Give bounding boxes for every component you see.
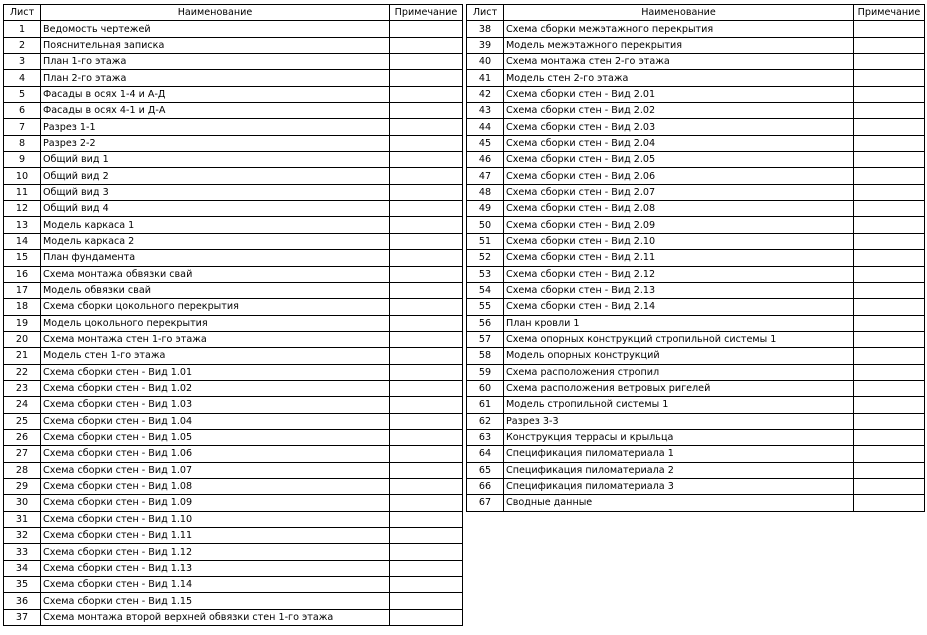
table-row bbox=[467, 250, 925, 266]
note-cell bbox=[390, 462, 463, 478]
table-row bbox=[4, 135, 463, 151]
table-row bbox=[467, 201, 925, 217]
drawing-name-cell: Разрез 1-1 bbox=[41, 119, 390, 135]
drawing-name-cell: Модель цокольного перекрытия bbox=[41, 315, 390, 331]
drawing-name-cell: Схема сборки стен - Вид 1.05 bbox=[41, 429, 390, 445]
note-cell bbox=[854, 168, 925, 184]
drawing-name-cell: Схема сборки стен - Вид 1.07 bbox=[41, 462, 390, 478]
note-cell bbox=[854, 217, 925, 233]
sheet-number-cell: 44 bbox=[467, 119, 504, 135]
note-cell bbox=[854, 119, 925, 135]
drawing-name-cell: Схема сборки стен - Вид 1.03 bbox=[41, 397, 390, 413]
table-header-row bbox=[467, 5, 925, 21]
note-cell bbox=[390, 119, 463, 135]
note-cell bbox=[854, 315, 925, 331]
table-row bbox=[467, 135, 925, 151]
table-row bbox=[467, 103, 925, 119]
drawing-name-cell: Схема сборки стен - Вид 2.01 bbox=[504, 86, 854, 102]
table-row bbox=[467, 217, 925, 233]
sheet-number-cell: 26 bbox=[4, 429, 41, 445]
sheet-number-cell: 37 bbox=[4, 609, 41, 625]
header-sheet: Лист bbox=[4, 5, 41, 21]
sheet-number-cell: 36 bbox=[4, 593, 41, 609]
sheet-number-cell: 46 bbox=[467, 152, 504, 168]
drawing-name-cell: Схема сборки стен - Вид 1.15 bbox=[41, 593, 390, 609]
table-row bbox=[467, 446, 925, 462]
note-cell bbox=[390, 528, 463, 544]
table-row bbox=[4, 21, 463, 37]
table-row bbox=[467, 413, 925, 429]
drawing-name-cell: Схема сборки стен - Вид 2.02 bbox=[504, 103, 854, 119]
note-cell bbox=[854, 462, 925, 478]
drawing-name-cell: Схема расположения стропил bbox=[504, 364, 854, 380]
drawings-table-right bbox=[466, 4, 925, 512]
sheet-number-cell: 22 bbox=[4, 364, 41, 380]
sheet-number-cell: 29 bbox=[4, 478, 41, 494]
note-cell bbox=[390, 184, 463, 200]
sheet-number-cell: 50 bbox=[467, 217, 504, 233]
sheet-number-cell: 19 bbox=[4, 315, 41, 331]
drawing-name-cell: Схема сборки стен - Вид 1.08 bbox=[41, 478, 390, 494]
sheet-number-cell: 11 bbox=[4, 184, 41, 200]
drawing-name-cell: Схема сборки стен - Вид 2.11 bbox=[504, 250, 854, 266]
sheet-number-cell: 18 bbox=[4, 299, 41, 315]
note-cell bbox=[390, 70, 463, 86]
sheet-number-cell: 47 bbox=[467, 168, 504, 184]
sheet-number-cell: 34 bbox=[4, 560, 41, 576]
sheet-number-cell: 38 bbox=[467, 21, 504, 37]
drawing-name-cell: Схема монтажа обвязки свай bbox=[41, 266, 390, 282]
sheet-number-cell: 28 bbox=[4, 462, 41, 478]
table-row bbox=[4, 397, 463, 413]
note-cell bbox=[854, 233, 925, 249]
sheet-number-cell: 66 bbox=[467, 478, 504, 494]
note-cell bbox=[390, 54, 463, 70]
note-cell bbox=[390, 86, 463, 102]
drawing-name-cell: Схема сборки стен - Вид 2.10 bbox=[504, 233, 854, 249]
note-cell bbox=[390, 495, 463, 511]
drawing-name-cell: План кровли 1 bbox=[504, 315, 854, 331]
note-cell bbox=[390, 397, 463, 413]
sheet-number-cell: 65 bbox=[467, 462, 504, 478]
table-row bbox=[4, 152, 463, 168]
table-row bbox=[4, 299, 463, 315]
drawing-name-cell: Схема сборки стен - Вид 1.13 bbox=[41, 560, 390, 576]
drawing-name-cell: Схема сборки стен - Вид 1.11 bbox=[41, 528, 390, 544]
note-cell bbox=[854, 37, 925, 53]
drawing-name-cell: Конструкция террасы и крыльца bbox=[504, 429, 854, 445]
table-row bbox=[4, 266, 463, 282]
table-row bbox=[4, 380, 463, 396]
drawing-name-cell: Схема сборки стен - Вид 2.04 bbox=[504, 135, 854, 151]
drawing-name-cell: Схема сборки стен - Вид 2.09 bbox=[504, 217, 854, 233]
table-row bbox=[467, 380, 925, 396]
drawing-name-cell: План 2-го этажа bbox=[41, 70, 390, 86]
table-row bbox=[467, 54, 925, 70]
sheet-number-cell: 7 bbox=[4, 119, 41, 135]
table-row bbox=[4, 348, 463, 364]
note-cell bbox=[854, 429, 925, 445]
sheet-number-cell: 42 bbox=[467, 86, 504, 102]
drawing-name-cell: Схема сборки стен - Вид 1.10 bbox=[41, 511, 390, 527]
drawings-table-left bbox=[3, 4, 463, 626]
sheet-number-cell: 48 bbox=[467, 184, 504, 200]
note-cell bbox=[390, 560, 463, 576]
table-row bbox=[467, 184, 925, 200]
table-row bbox=[467, 331, 925, 347]
table-row bbox=[4, 429, 463, 445]
sheet-number-cell: 58 bbox=[467, 348, 504, 364]
drawing-name-cell: Спецификация пиломатериала 1 bbox=[504, 446, 854, 462]
table-body-right bbox=[467, 21, 925, 511]
table-row bbox=[4, 282, 463, 298]
note-cell bbox=[390, 266, 463, 282]
note-cell bbox=[390, 152, 463, 168]
header-name: Наименование bbox=[41, 5, 390, 21]
drawing-name-cell: Схема сборки стен - Вид 2.13 bbox=[504, 282, 854, 298]
drawing-name-cell: Общий вид 4 bbox=[41, 201, 390, 217]
sheet-number-cell: 32 bbox=[4, 528, 41, 544]
table-row bbox=[467, 233, 925, 249]
note-cell bbox=[854, 282, 925, 298]
note-cell bbox=[854, 86, 925, 102]
drawing-name-cell: Схема сборки стен - Вид 2.12 bbox=[504, 266, 854, 282]
header-name: Наименование bbox=[504, 5, 854, 21]
note-cell bbox=[390, 168, 463, 184]
sheet-number-cell: 21 bbox=[4, 348, 41, 364]
table-row bbox=[467, 364, 925, 380]
note-cell bbox=[854, 397, 925, 413]
drawing-name-cell: Схема сборки цокольного перекрытия bbox=[41, 299, 390, 315]
note-cell bbox=[854, 331, 925, 347]
sheet-number-cell: 24 bbox=[4, 397, 41, 413]
note-cell bbox=[390, 544, 463, 560]
sheet-number-cell: 52 bbox=[467, 250, 504, 266]
table-row bbox=[4, 233, 463, 249]
sheet-number-cell: 16 bbox=[4, 266, 41, 282]
note-cell bbox=[854, 103, 925, 119]
drawing-name-cell: Модель межэтажного перекрытия bbox=[504, 37, 854, 53]
sheet-number-cell: 1 bbox=[4, 21, 41, 37]
note-cell bbox=[854, 54, 925, 70]
sheet-number-cell: 30 bbox=[4, 495, 41, 511]
sheet-number-cell: 14 bbox=[4, 233, 41, 249]
sheet-number-cell: 4 bbox=[4, 70, 41, 86]
drawing-name-cell: Общий вид 3 bbox=[41, 184, 390, 200]
sheet-number-cell: 57 bbox=[467, 331, 504, 347]
table-row bbox=[4, 86, 463, 102]
table-row bbox=[467, 70, 925, 86]
table-row bbox=[4, 315, 463, 331]
sheet-number-cell: 13 bbox=[4, 217, 41, 233]
drawing-name-cell: План 1-го этажа bbox=[41, 54, 390, 70]
note-cell bbox=[854, 348, 925, 364]
sheet-number-cell: 33 bbox=[4, 544, 41, 560]
sheet-number-cell: 59 bbox=[467, 364, 504, 380]
drawing-name-cell: Модель опорных конструкций bbox=[504, 348, 854, 364]
table-row bbox=[467, 168, 925, 184]
sheet-number-cell: 25 bbox=[4, 413, 41, 429]
table-row bbox=[467, 266, 925, 282]
table-row bbox=[4, 446, 463, 462]
sheet-number-cell: 35 bbox=[4, 577, 41, 593]
table-row bbox=[467, 478, 925, 494]
sheet-number-cell: 61 bbox=[467, 397, 504, 413]
sheet-number-cell: 60 bbox=[467, 380, 504, 396]
drawing-name-cell: Схема сборки стен - Вид 1.04 bbox=[41, 413, 390, 429]
note-cell bbox=[390, 233, 463, 249]
note-cell bbox=[390, 364, 463, 380]
table-row bbox=[467, 495, 925, 511]
sheet-number-cell: 12 bbox=[4, 201, 41, 217]
table-row bbox=[4, 544, 463, 560]
drawing-name-cell: Спецификация пиломатериала 3 bbox=[504, 478, 854, 494]
sheet-number-cell: 31 bbox=[4, 511, 41, 527]
drawing-name-cell: Схема сборки стен - Вид 2.05 bbox=[504, 152, 854, 168]
note-cell bbox=[854, 478, 925, 494]
table-row bbox=[4, 119, 463, 135]
drawing-name-cell: Схема сборки стен - Вид 1.09 bbox=[41, 495, 390, 511]
table-row bbox=[4, 70, 463, 86]
note-cell bbox=[854, 413, 925, 429]
drawing-name-cell: Схема сборки стен - Вид 2.14 bbox=[504, 299, 854, 315]
note-cell bbox=[390, 217, 463, 233]
sheet-number-cell: 41 bbox=[467, 70, 504, 86]
table-row bbox=[467, 21, 925, 37]
sheet-number-cell: 45 bbox=[467, 135, 504, 151]
sheet-number-cell: 54 bbox=[467, 282, 504, 298]
table-row bbox=[4, 217, 463, 233]
table-row bbox=[4, 593, 463, 609]
table-row bbox=[4, 168, 463, 184]
table-row bbox=[4, 331, 463, 347]
note-cell bbox=[390, 593, 463, 609]
note-cell bbox=[390, 282, 463, 298]
drawing-name-cell: Общий вид 2 bbox=[41, 168, 390, 184]
note-cell bbox=[854, 299, 925, 315]
drawing-name-cell: Пояснительная записка bbox=[41, 37, 390, 53]
sheet-number-cell: 15 bbox=[4, 250, 41, 266]
drawing-name-cell: План фундамента bbox=[41, 250, 390, 266]
table-header-row bbox=[4, 5, 463, 21]
sheet-number-cell: 55 bbox=[467, 299, 504, 315]
sheet-number-cell: 62 bbox=[467, 413, 504, 429]
sheet-number-cell: 40 bbox=[467, 54, 504, 70]
sheet-number-cell: 3 bbox=[4, 54, 41, 70]
drawing-name-cell: Схема сборки стен - Вид 2.07 bbox=[504, 184, 854, 200]
note-cell bbox=[390, 446, 463, 462]
table-row bbox=[4, 495, 463, 511]
table-row bbox=[467, 86, 925, 102]
table-row bbox=[4, 201, 463, 217]
drawing-name-cell: Схема сборки стен - Вид 1.14 bbox=[41, 577, 390, 593]
note-cell bbox=[390, 577, 463, 593]
sheet-number-cell: 51 bbox=[467, 233, 504, 249]
sheet-number-cell: 49 bbox=[467, 201, 504, 217]
sheet-number-cell: 20 bbox=[4, 331, 41, 347]
note-cell bbox=[390, 250, 463, 266]
drawing-name-cell: Модель стен 2-го этажа bbox=[504, 70, 854, 86]
table-row bbox=[4, 577, 463, 593]
note-cell bbox=[390, 299, 463, 315]
drawing-name-cell: Фасады в осях 4-1 и Д-А bbox=[41, 103, 390, 119]
sheet-number-cell: 63 bbox=[467, 429, 504, 445]
drawing-name-cell: Модель обвязки свай bbox=[41, 282, 390, 298]
table-row bbox=[4, 511, 463, 527]
sheet-number-cell: 53 bbox=[467, 266, 504, 282]
note-cell bbox=[390, 21, 463, 37]
drawing-name-cell: Модель каркаса 2 bbox=[41, 233, 390, 249]
table-row bbox=[4, 184, 463, 200]
table-row bbox=[4, 478, 463, 494]
table-row bbox=[467, 152, 925, 168]
sheet-number-cell: 10 bbox=[4, 168, 41, 184]
sheet-number-cell: 27 bbox=[4, 446, 41, 462]
table-row bbox=[467, 397, 925, 413]
note-cell bbox=[390, 609, 463, 625]
sheet-number-cell: 39 bbox=[467, 37, 504, 53]
note-cell bbox=[854, 250, 925, 266]
sheet-number-cell: 2 bbox=[4, 37, 41, 53]
sheet-number-cell: 9 bbox=[4, 152, 41, 168]
drawing-name-cell: Общий вид 1 bbox=[41, 152, 390, 168]
table-row bbox=[467, 282, 925, 298]
note-cell bbox=[390, 429, 463, 445]
table-row bbox=[467, 462, 925, 478]
sheet-number-cell: 17 bbox=[4, 282, 41, 298]
note-cell bbox=[390, 348, 463, 364]
drawing-name-cell: Схема расположения ветровых ригелей bbox=[504, 380, 854, 396]
note-cell bbox=[854, 135, 925, 151]
sheet-number-cell: 5 bbox=[4, 86, 41, 102]
drawing-name-cell: Сводные данные bbox=[504, 495, 854, 511]
note-cell bbox=[854, 21, 925, 37]
table-row bbox=[467, 315, 925, 331]
drawing-name-cell: Модель стен 1-го этажа bbox=[41, 348, 390, 364]
table-row bbox=[4, 364, 463, 380]
table-row bbox=[4, 560, 463, 576]
note-cell bbox=[390, 478, 463, 494]
table-row bbox=[4, 250, 463, 266]
note-cell bbox=[390, 331, 463, 347]
table-row bbox=[4, 609, 463, 625]
sheet-number-cell: 23 bbox=[4, 380, 41, 396]
drawing-name-cell: Схема монтажа второй верхней обвязки стен 1-го этажа bbox=[41, 609, 390, 625]
sheet-number-cell: 67 bbox=[467, 495, 504, 511]
note-cell bbox=[854, 446, 925, 462]
drawing-name-cell: Модель стропильной системы 1 bbox=[504, 397, 854, 413]
drawing-name-cell: Схема сборки стен - Вид 2.06 bbox=[504, 168, 854, 184]
note-cell bbox=[854, 184, 925, 200]
table-row bbox=[4, 528, 463, 544]
table-row bbox=[4, 37, 463, 53]
drawing-name-cell: Схема сборки стен - Вид 1.02 bbox=[41, 380, 390, 396]
drawing-name-cell: Фасады в осях 1-4 и А-Д bbox=[41, 86, 390, 102]
table-row bbox=[4, 462, 463, 478]
note-cell bbox=[854, 152, 925, 168]
table-row bbox=[467, 37, 925, 53]
drawing-name-cell: Схема опорных конструкций стропильной системы 1 bbox=[504, 331, 854, 347]
drawing-name-cell: Разрез 2-2 bbox=[41, 135, 390, 151]
note-cell bbox=[854, 380, 925, 396]
note-cell bbox=[390, 37, 463, 53]
drawing-name-cell: Схема сборки стен - Вид 1.01 bbox=[41, 364, 390, 380]
note-cell bbox=[854, 70, 925, 86]
drawing-name-cell: Схема сборки стен - Вид 2.03 bbox=[504, 119, 854, 135]
drawing-name-cell: Ведомость чертежей bbox=[41, 21, 390, 37]
sheet-number-cell: 56 bbox=[467, 315, 504, 331]
note-cell bbox=[854, 266, 925, 282]
sheet-number-cell: 43 bbox=[467, 103, 504, 119]
note-cell bbox=[390, 201, 463, 217]
drawing-name-cell: Схема монтажа стен 2-го этажа bbox=[504, 54, 854, 70]
sheet-number-cell: 8 bbox=[4, 135, 41, 151]
table-row bbox=[467, 299, 925, 315]
table-row bbox=[4, 54, 463, 70]
note-cell bbox=[390, 413, 463, 429]
note-cell bbox=[854, 364, 925, 380]
note-cell bbox=[854, 495, 925, 511]
header-note: Примечание bbox=[390, 5, 463, 21]
drawing-name-cell: Разрез 3-3 bbox=[504, 413, 854, 429]
drawing-name-cell: Схема сборки стен - Вид 2.08 bbox=[504, 201, 854, 217]
table-row bbox=[467, 429, 925, 445]
table-row bbox=[467, 119, 925, 135]
note-cell bbox=[390, 135, 463, 151]
sheet-number-cell: 64 bbox=[467, 446, 504, 462]
note-cell bbox=[390, 103, 463, 119]
table-body-left bbox=[4, 21, 463, 626]
header-note: Примечание bbox=[854, 5, 925, 21]
drawing-name-cell: Модель каркаса 1 bbox=[41, 217, 390, 233]
sheet-number-cell: 6 bbox=[4, 103, 41, 119]
table-row bbox=[467, 348, 925, 364]
header-sheet: Лист bbox=[467, 5, 504, 21]
drawing-name-cell: Схема сборки межэтажного перекрытия bbox=[504, 21, 854, 37]
drawing-name-cell: Схема сборки стен - Вид 1.06 bbox=[41, 446, 390, 462]
note-cell bbox=[390, 511, 463, 527]
drawing-name-cell: Схема монтажа стен 1-го этажа bbox=[41, 331, 390, 347]
drawing-name-cell: Схема сборки стен - Вид 1.12 bbox=[41, 544, 390, 560]
note-cell bbox=[390, 380, 463, 396]
drawing-name-cell: Спецификация пиломатериала 2 bbox=[504, 462, 854, 478]
table-row bbox=[4, 413, 463, 429]
table-row bbox=[4, 103, 463, 119]
note-cell bbox=[390, 315, 463, 331]
note-cell bbox=[854, 201, 925, 217]
